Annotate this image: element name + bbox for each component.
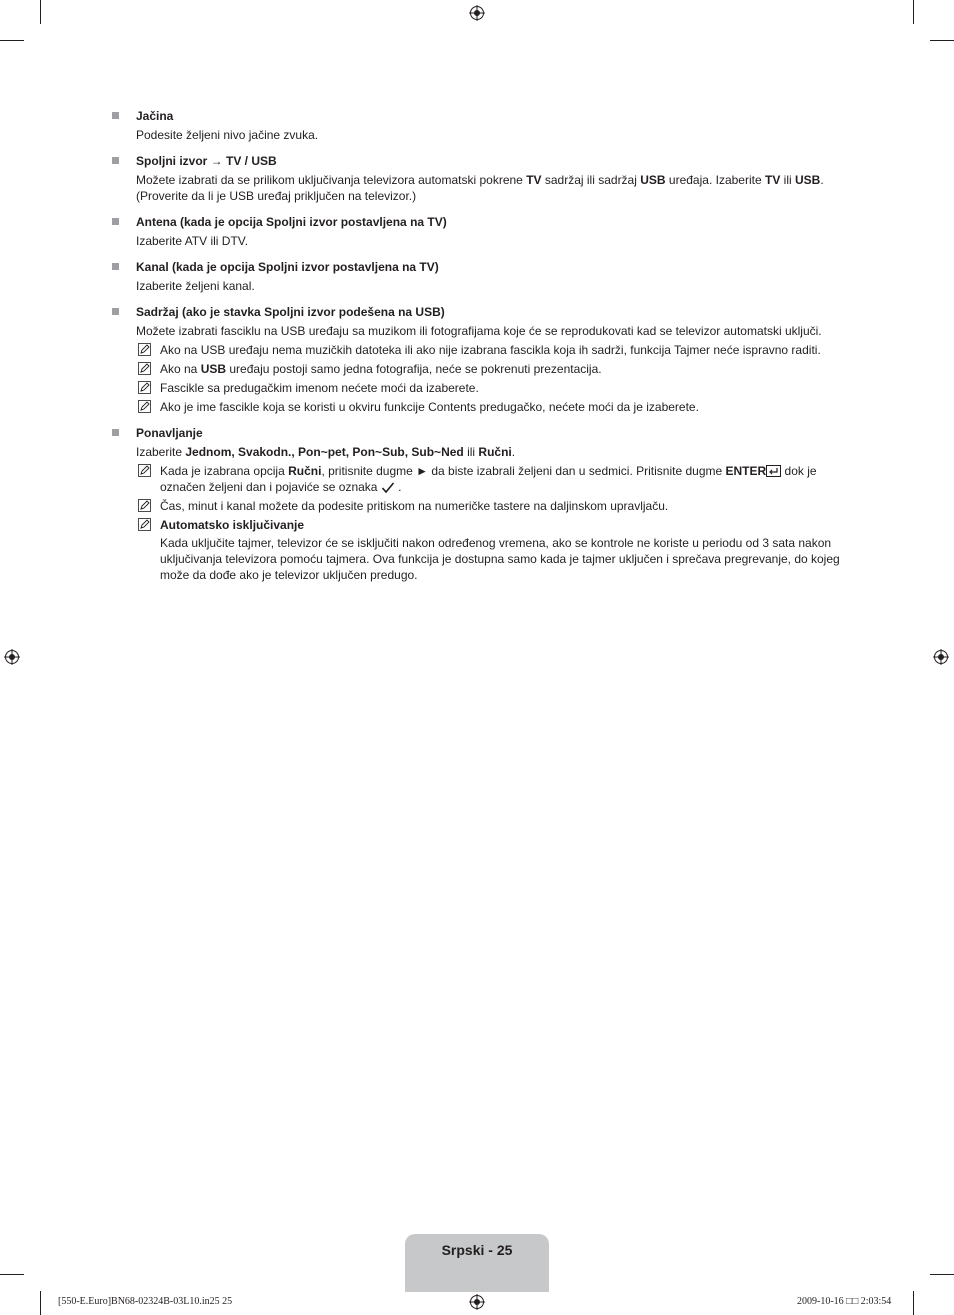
note-pencil-icon	[138, 400, 151, 413]
text-run: sadržaj ili sadržaj	[541, 173, 641, 187]
crop-mark	[930, 40, 954, 41]
text-run: Ako je ime fascikle koja se koristi u okviru funkcije Contents predugačko, nećete moći da je izaberete.	[160, 400, 699, 414]
registration-mark-icon	[4, 649, 20, 665]
text-run: Ako na	[160, 362, 201, 376]
text-run: Čas, minut i kanal možete da podesite pritiskom na numeričke tastere na daljinskom upravljaču.	[160, 499, 669, 513]
bold-text: TV	[526, 173, 542, 187]
section-title: Spoljni izvor → TV / USB	[136, 154, 277, 168]
square-bullet-icon	[112, 112, 119, 119]
registration-mark-icon	[933, 649, 949, 665]
crop-mark	[40, 1291, 41, 1315]
note-text	[160, 535, 850, 583]
note-text	[160, 399, 850, 415]
note-text	[160, 380, 850, 396]
section-title: Ponavljanje	[136, 426, 203, 440]
menu-option-section	[110, 214, 850, 249]
menu-option-section	[110, 108, 850, 143]
crop-mark	[913, 0, 914, 24]
text-run: .	[394, 480, 402, 494]
section-title: Antena (kada je opcija Spoljni izvor postavljena na TV)	[136, 215, 447, 229]
square-bullet-icon	[112, 429, 119, 436]
note-pencil-icon	[138, 464, 151, 477]
menu-option-section	[110, 259, 850, 294]
text-run: Kada uključite tajmer, televizor će se isključiti nakon određenog vremena, ako se kontrole ne koriste u periodu od 3 sata nakon uključivanja televizora pomoću tajmera. Ova funkcija je dostupna samo kada je tajmer uključen i sprečava pregrevanje, do kojeg može da dođe ako je televizor uključen predugo.	[160, 536, 840, 582]
text-run: , pritisnite dugme ► da biste izabrali željeni dan u sedmici. Pritisnite dugme	[321, 464, 726, 478]
text-run: ili	[780, 173, 795, 187]
checkmark-icon	[381, 481, 395, 494]
note-item	[136, 361, 850, 377]
registration-mark-icon	[469, 5, 485, 21]
bold-text: Ručni	[288, 464, 322, 478]
section-description	[136, 444, 850, 460]
note-item	[136, 463, 850, 495]
section-description	[136, 323, 850, 339]
note-item	[136, 517, 850, 583]
note-pencil-icon	[138, 499, 151, 512]
crop-mark	[930, 1274, 954, 1275]
note-item	[136, 342, 850, 358]
crop-mark	[0, 40, 24, 41]
text-run: Izaberite željeni kanal.	[136, 279, 255, 293]
menu-option-section	[110, 425, 850, 583]
text-run: Možete izabrati fasciklu na USB uređaju sa muzikom ili fotografijama koje će se reprodukovati kad se televizor automatski uključi.	[136, 324, 822, 338]
note-pencil-icon	[138, 381, 151, 394]
bold-text: USB	[200, 362, 227, 376]
bold-text: ENTER	[725, 464, 767, 478]
section-description	[136, 127, 850, 143]
menu-option-section	[110, 153, 850, 204]
section-title: Jačina	[136, 109, 174, 123]
bold-text: USB	[795, 173, 821, 187]
note-item	[136, 498, 850, 514]
text-run: Fascikle sa predugačkim imenom nećete moći da izaberete.	[160, 381, 479, 395]
note-item	[136, 380, 850, 396]
note-pencil-icon	[138, 518, 151, 531]
text-run: uređaja. Izaberite	[665, 173, 765, 187]
text-run: dok je označen željeni dan i pojaviće se oznaka	[160, 464, 817, 494]
document-body	[110, 108, 850, 593]
page-number-tab	[405, 1234, 549, 1292]
note-pencil-icon	[138, 362, 151, 375]
crop-mark	[0, 1274, 24, 1275]
text-run: .	[511, 445, 516, 459]
crop-mark	[40, 0, 41, 24]
crop-mark	[913, 1291, 914, 1315]
bold-text: Jednom, Svakodn., Pon~pet, Pon~Sub, Sub~Ned	[185, 445, 464, 459]
square-bullet-icon	[112, 157, 119, 164]
section-description	[136, 233, 850, 249]
note-title: Automatsko isključivanje	[160, 518, 305, 532]
menu-option-section	[110, 304, 850, 415]
text-run: Izaberite	[136, 445, 186, 459]
note-pencil-icon	[138, 343, 151, 356]
note-item	[136, 399, 850, 415]
note-text	[160, 342, 850, 358]
text-run: Možete izabrati da se prilikom uključivanja televizora automatski pokrene	[136, 173, 527, 187]
page-label: Srpski - 25	[441, 1242, 513, 1258]
square-bullet-icon	[112, 218, 119, 225]
note-text	[160, 463, 850, 495]
text-run: Podesite željeni nivo jačine zvuka.	[136, 128, 319, 142]
text-run: uređaju postoji samo jedna fotografija, neće se pokrenuti prezentacija.	[226, 362, 602, 376]
text-run: Ako na USB uređaju nema muzičkih datoteka ili ako nije izabrana fascikla koja ih sadrži, funkcija Tajmer neće ispravno raditi.	[160, 343, 821, 357]
square-bullet-icon	[112, 308, 119, 315]
text-run: . (Proverite da li je USB uređaj priključen na televizor.)	[136, 173, 824, 203]
note-text	[160, 361, 850, 377]
print-slug-left: [550-E.Euro]BN68-02324B-03L10.in25 25	[58, 1296, 233, 1307]
section-title: Sadržaj (ako je stavka Spoljni izvor podešena na USB)	[136, 305, 445, 319]
registration-mark-icon	[469, 1294, 485, 1310]
text-run: Izaberite ATV ili DTV.	[136, 234, 249, 248]
square-bullet-icon	[112, 263, 119, 270]
note-text	[160, 498, 850, 514]
bold-text: USB	[640, 173, 666, 187]
bold-text: Ručni	[478, 445, 512, 459]
text-run: Kada je izabrana opcija	[160, 464, 289, 478]
section-description	[136, 278, 850, 294]
print-slug-right: 2009-10-16 □□ 2:03:54	[797, 1296, 892, 1307]
bold-text: TV	[764, 173, 781, 187]
section-description	[136, 172, 850, 204]
enter-icon	[766, 465, 781, 477]
text-run: ili	[463, 445, 479, 459]
section-title: Kanal (kada je opcija Spoljni izvor postavljena na TV)	[136, 260, 439, 274]
